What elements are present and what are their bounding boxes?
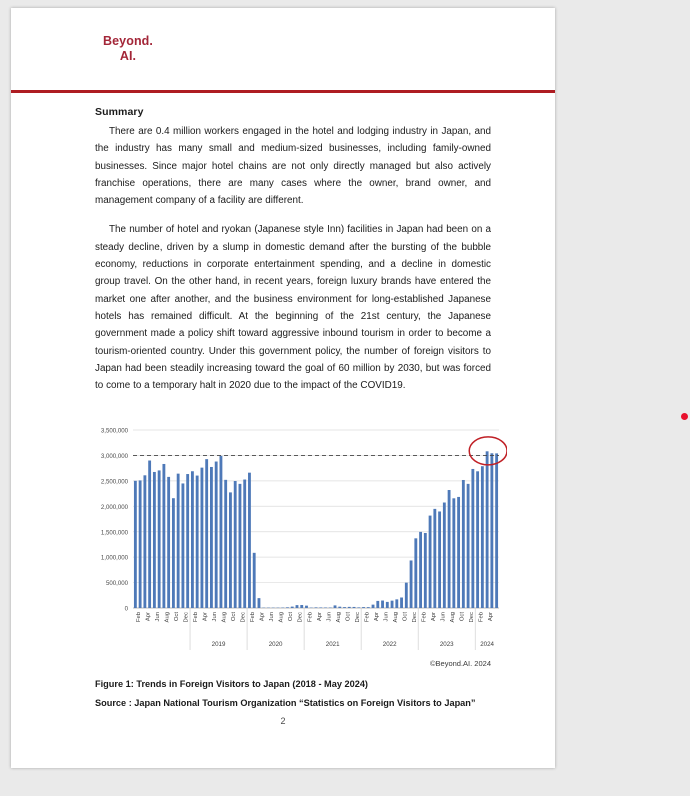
x-axis-month-label: Feb [193,612,200,623]
chart-bar [410,560,413,608]
chart-bar [452,498,455,608]
chart-bar [391,601,394,608]
chart-bar [490,453,493,608]
chart-bar [177,474,180,608]
x-axis-month-label: Dec [411,612,418,623]
chart-bar [348,607,351,608]
chart-bar [201,468,204,608]
chart-canvas [87,420,507,660]
chart-bar [362,607,365,608]
x-axis-month-label: Dec [468,612,475,623]
chart-bar [386,602,389,608]
x-axis-month-label: Oct [174,612,181,622]
x-axis-month-label: Feb [421,612,428,623]
chart-bar [324,607,327,608]
chart-bar [467,484,470,608]
chart-bar [381,601,384,608]
chart-bar [357,607,360,608]
figure-source: Source : Japan National Tourism Organization “Statistics on Foreign Visitors to Japan” [95,698,476,708]
y-axis-tick-label: 3,000,000 [100,453,128,461]
x-axis-year-label: 2023 [439,641,454,648]
chart-bar [481,466,484,608]
x-axis-month-label: Oct [288,612,295,622]
x-axis-month-label: Oct [459,612,466,622]
chart-bar [471,469,474,608]
chart-bar [167,477,170,608]
chart-bar [343,607,346,608]
chart-bar [419,532,422,608]
y-axis-tick-label: 1,500,000 [100,529,128,537]
chart-bar [205,459,208,608]
chart-bar [334,605,337,608]
chart-bar [433,509,436,608]
logo-line-2: AI. [119,49,137,63]
x-axis-month-label: Jun [326,612,333,622]
x-axis-month-label: Jun [269,612,276,622]
x-axis-year-label: 2021 [325,641,340,648]
chart-bar [162,464,165,608]
chart-bar [134,481,137,608]
chart-bar [158,470,161,608]
summary-paragraph-1: There are 0.4 million workers engaged in the hotel and lodging industry in Japan, and the industry has many small and medium-sized businesses, including family-owned businesses. Since major hotel chains are not only directly managed but also actively franchise operations, there are many cases where the owner, brand owner, and management company of a facility are different. [95,126,491,207]
chart-bar [443,503,446,608]
x-axis-month-label: Dec [240,612,247,623]
chart-bar [476,471,479,608]
x-axis-month-label: Feb [307,612,314,623]
x-axis-month-label: Apr [487,612,494,622]
x-axis-month-label: Aug [392,612,399,623]
x-axis-month-label: Oct [231,612,238,622]
chart-bar [234,481,237,608]
chart-bar [296,605,299,608]
chart-bar [291,607,294,608]
x-axis-year-label: 2022 [382,641,397,648]
y-axis-tick-label: 3,500,000 [100,427,128,435]
chart-bar [300,605,303,608]
y-axis-tick-label: 500,000 [105,580,128,588]
chart-bar [196,476,199,608]
chart-bar [253,553,256,608]
chart-bar [495,453,498,608]
chart-bar [448,490,451,608]
chart-bar [286,607,289,608]
chart-bar [143,475,146,608]
chart-bar [305,606,308,608]
chart-bar [338,607,341,608]
chart-bar [353,607,356,608]
x-axis-month-label: Aug [221,612,228,623]
x-axis-month-label: Apr [430,612,437,622]
x-axis-month-label: Apr [145,612,152,622]
x-axis-month-label: Feb [250,612,257,623]
x-axis-month-label: Aug [449,612,456,623]
x-axis-month-label: Oct [345,612,352,622]
chart-bar [239,484,242,608]
chart-bar [400,598,403,609]
x-axis-month-label: Jun [155,612,162,622]
chart-bar [414,538,417,608]
x-axis-month-label: Feb [136,612,143,623]
x-axis-month-label: Apr [316,612,323,622]
x-axis-month-label: Jun [212,612,219,622]
chart-bar [215,462,218,608]
y-axis-tick-label: 1,000,000 [100,554,128,562]
chart-bar [457,497,460,608]
x-axis-year-label: 2024 [480,641,495,648]
chart-bar [367,607,370,608]
chart-bar [405,583,408,608]
chart-bar [395,599,398,608]
chart-bar [438,511,441,608]
chart-bar [153,472,156,608]
chart-bar [186,474,189,608]
summary-heading: Summary [95,106,144,118]
chart-bar [376,601,379,608]
x-axis-month-label: Apr [373,612,380,622]
x-axis-month-label: Aug [278,612,285,623]
foreign-visitors-bar-chart [87,420,507,660]
x-axis-month-label: Dec [354,612,361,623]
brand-logo [68,34,188,64]
y-axis-tick-label: 0 [124,605,128,613]
chart-bar [229,492,232,608]
summary-paragraph-2: The number of hotel and ryokan (Japanese style Inn) facilities in Japan had been on a steady decline, driven by a slump in domestic demand after the bursting of the bubble economy, reductions in corporate entertainment spending, and a decline in domestic group travel. On the other hand, in recent years, foreign luxury brands have entered the market one after another, and the business environment for long-established Japanese hotels has remained difficult. At the beginning of the 21st century, the Japanese government made a policy shift toward aggressive inbound tourism in order to become a tourism-oriented country. Under this government policy, the number of foreign visitors to Japan had been steadily increasing toward the goal of 60 million by 2030, but was forced to come to a temporary halt in 2020 due to the impact of the COVID19. [95,224,491,392]
page-number: 2 [280,716,286,726]
chart-bar [258,598,261,608]
chart-bar [429,516,432,608]
chart-bar [486,451,489,608]
chart-bar [315,607,318,608]
x-axis-month-label: Feb [364,612,371,623]
chart-bar [172,498,175,608]
x-axis-month-label: Feb [478,612,485,623]
chart-bar [462,480,465,608]
x-axis-year-label: 2019 [211,641,226,648]
chart-bar [210,467,213,608]
x-axis-month-label: Apr [259,612,266,622]
chart-bar [148,461,151,608]
x-axis-month-label: Aug [164,612,171,623]
document-page [11,8,555,768]
chart-bar [319,607,322,608]
x-axis-month-label: Jun [383,612,390,622]
figure-caption [95,676,495,711]
red-dot-marker [681,413,688,420]
x-axis-month-label: Apr [202,612,209,622]
chart-bar [248,473,251,608]
document-content [95,106,491,406]
x-axis-month-label: Dec [183,612,190,623]
chart-bar [181,483,184,608]
chart-bar [224,480,227,608]
logo-line-1: Beyond. [102,34,153,48]
x-axis-month-label: Aug [335,612,342,623]
chart-bar [191,471,194,608]
x-axis-year-label: 2020 [268,641,283,648]
y-axis-tick-label: 2,000,000 [100,503,128,511]
chart-bar [139,480,142,608]
x-axis-month-label: Dec [297,612,304,623]
figure-caption-title: Figure 1: Trends in Foreign Visitors to Japan (2018 - May 2024) [95,679,368,689]
chart-copyright: ©Beyond.AI. 2024 [430,659,491,668]
chart-bar [372,605,375,608]
chart-bar [424,533,427,608]
x-axis-month-label: Jun [440,612,447,622]
x-axis-month-label: Oct [402,612,409,622]
chart-bar [220,456,223,608]
y-axis-tick-label: 2,500,000 [100,478,128,486]
header-divider-rule [11,90,555,93]
chart-bar [243,480,246,608]
